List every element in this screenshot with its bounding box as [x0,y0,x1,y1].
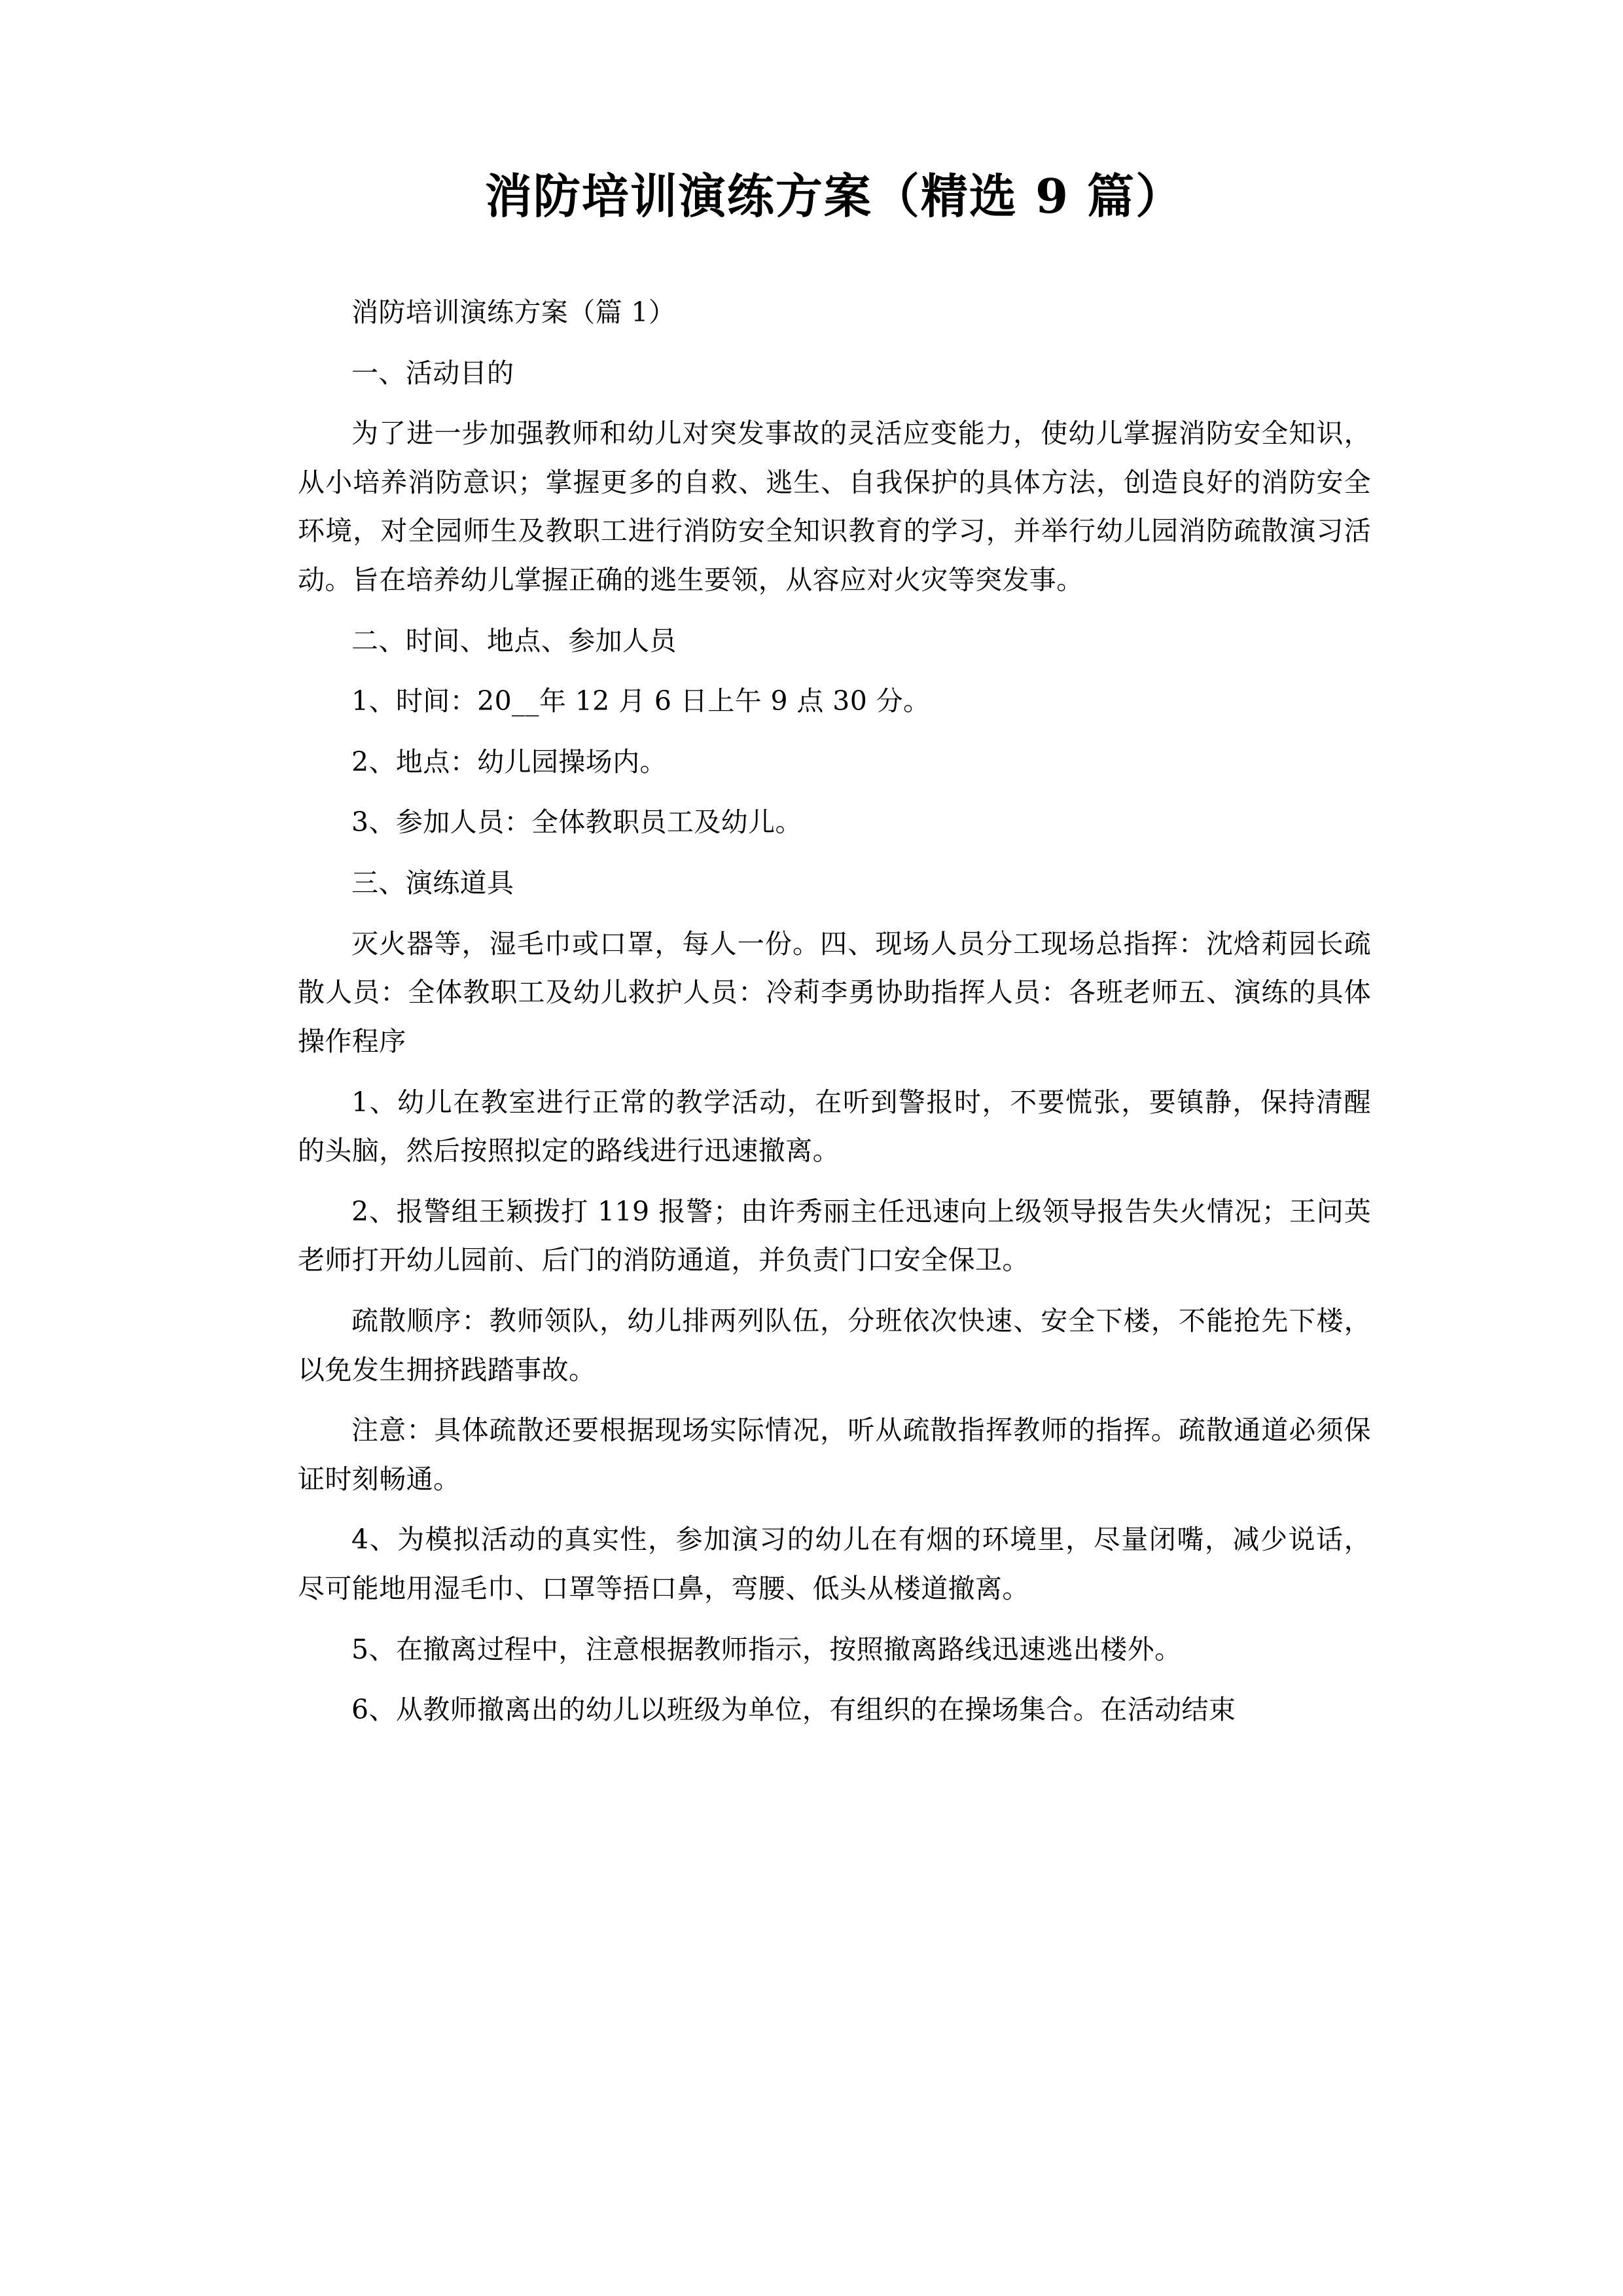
paragraph: 灭火器等，湿毛巾或口罩，每人一份。四、现场人员分工现场总指挥：沈焓莉园长疏散人员：全体教职工及幼儿救护人员：冷莉李勇协助指挥人员：各班老师五、演练的具体操作程序 [298,927,1371,1057]
paragraph: 4、为模拟活动的真实性，参加演习的幼儿在有烟的环境里，尽量闭嘴，减少说话，尽可能地用湿毛巾、口罩等捂口鼻，弯腰、低头从楼道撤离。 [298,1524,1371,1605]
paragraph: 1、幼儿在教室进行正常的教学活动，在听到警报时，不要慌张，要镇静，保持清醒的头脑，然后按照拟定的路线进行迅速撤离。 [298,1086,1371,1167]
paragraph: 2、报警组王颖拨打 119 报警；由许秀丽主任迅速向上级领导报告失火情况；王问英老师打开幼儿园前、后门的消防通道，并负责门口安全保卫。 [298,1195,1371,1276]
paragraph: 3、参加人员：全体教职员工及幼儿。 [351,806,802,838]
paragraph: 6、从教师撤离出的幼儿以班级为单位，有组织的在操场集合。在活动结束 [351,1694,1236,1726]
document-body [298,167,1371,1746]
paragraph: 疏散顺序：教师领队，幼儿排两列队伍，分班依次快速、安全下楼，不能抢先下楼，以免发生拥挤践踏事故。 [298,1304,1371,1386]
paragraph: 一、活动目的 [351,357,514,389]
paragraph: 5、在撤离过程中，注意根据教师指示，按照撤离路线迅速逃出楼外。 [351,1633,1182,1665]
paragraph: 为了进一步加强教师和幼儿对突发事故的灵活应变能力，使幼儿掌握消防安全知识，从小培养消防意识；掌握更多的自救、逃生、自我保护的具体方法，创造良好的消防安全环境，对全园师生及教职工进行消防安全知识教育的学习，并举行幼儿园消防疏散演习活动。旨在培养幼儿掌握正确的逃生要领，从容应对火灾等突发事。 [298,418,1371,596]
paragraph: 三、演练道具 [351,867,514,899]
paragraph: 2、地点：幼儿园操场内。 [351,745,667,778]
paragraph: 消防培训演练方案（篇 1） [351,296,676,328]
paragraph: 二、时间、地点、参加人员 [351,624,677,656]
page-title: 消防培训演练方案（精选 9 篇） [484,168,1185,224]
paragraph: 注意：具体疏散还要根据现场实际情况，听从疏散指挥教师的指挥。疏散通道必须保证时刻畅通。 [298,1414,1371,1495]
paragraph: 1、时间：20__年 12 月 6 日上午 9 点 30 分。 [351,685,931,717]
